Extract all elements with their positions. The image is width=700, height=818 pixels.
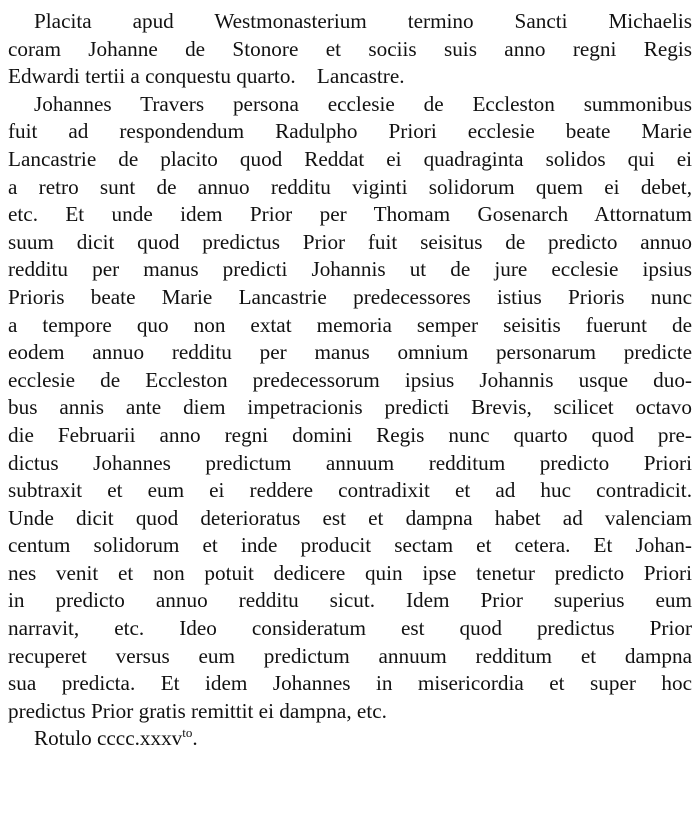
text-line: redditu per manus predicti Johannis ut de jure ecclesie ipsius [8,257,692,282]
rotulo-line [8,725,692,753]
rotulo-paragraph [8,725,692,753]
text-line: Unde dicit quod deterioratus est et dampna habet ad valenciam [8,505,692,530]
text-line: Placita apud Westmonasterium termino Sancti Michaelis [34,9,692,33]
text-line: dictus Johannes predictum annuum redditum predicto Priori [8,450,692,475]
body-paragraph [8,91,692,726]
text-line: bus annis ante diem impetracionis predicti Brevis, scilicet octavo [8,395,692,420]
text-line: recuperet versus eum predictum annuum redditum et dampna [8,643,692,668]
text-line: eodem annuo redditu per manus omnium personarum predicte [8,340,692,365]
text-line: Prioris beate Marie Lancastrie predecessores istius Prioris nunc [8,284,692,309]
text-line: a retro sunt de annuo redditu viginti solidorum quem ei debet, [8,174,692,199]
text-line: coram Johanne de Stonore et sociis suis anno regni Regis [8,36,692,61]
text-line: a tempore quo non extat memoria semper seisitis fuerunt de [8,312,692,337]
text-line: predictus Prior gratis remittit ei dampna, etc. [8,698,387,723]
text-line: suum dicit quod predictus Prior fuit seisitus de predicto annuo [8,229,692,254]
text-line: fuit ad respondendum Radulpho Priori ecclesie beate Marie [8,119,692,144]
text-line: in predicto annuo redditu sicut. Idem Prior superius eum [8,588,692,613]
text-line: ecclesie de Eccleston predecessorum ipsius Johannis usque duo- [8,367,692,392]
text-line: Lancastrie de placito quod Reddat ei quadraginta solidos qui ei [8,146,692,171]
text-line: sua predicta. Et idem Johannes in misericordia et super hoc [8,671,692,696]
text-line: Edwardi tertii a conquestu quarto. Lancastre. [8,64,405,89]
rotulo-text: Rotulo cccc.xxxv [34,726,183,751]
text-line: narravit, etc. Ideo consideratum est quod predictus Prior [8,616,692,641]
heading-paragraph [8,8,692,91]
rotulo-suffix: . [192,726,198,751]
rotulo-superscript: to [182,725,193,741]
text-line: nes venit et non potuit dedicere quin ipse tenetur predicto Priori [8,560,692,585]
document-page [8,8,692,753]
text-line: die Februarii anno regni domini Regis nunc quarto quod pre- [8,422,692,447]
text-line: centum solidorum et inde producit sectam et cetera. Et Johan- [8,533,692,558]
text-line: Johannes Travers persona ecclesie de Eccleston summonibus [34,91,692,116]
text-line: etc. Et unde idem Prior per Thomam Gosenarch Attornatum [8,202,692,227]
text-line: subtraxit et eum ei reddere contradixit et ad huc contradicit. [8,478,692,503]
